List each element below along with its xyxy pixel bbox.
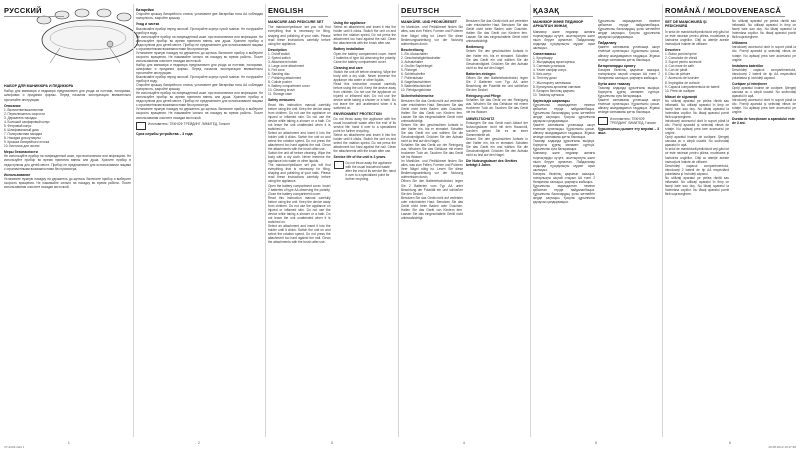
- ru-part: 2. Переключатель скорости: [4, 111, 45, 116]
- de-service-life: Die Nutzungsdauer des Gerätes beträgt 3 Jahre.: [466, 159, 518, 168]
- de-part: 5. Filzkegel: [401, 68, 418, 73]
- ro-safety-more-2: Opriţi aparatul înainte de curăţare. Ştergeţi carcasa cu o cârpă uscată. Nu scufundaţi aparatul în apă.: [665, 135, 729, 148]
- ro-part: 2. Comutator de viteză: [665, 56, 698, 61]
- de-use-title: Bedienung: [466, 45, 484, 50]
- kz-safety-more-4: Батарея бөлігінің қақпағын ашыңыз, полярлықты сақтай отырып АА типті 2 батареяны салыңыз, қақпақты жабыңыз.: [533, 171, 595, 184]
- certification-mark-icon: [136, 122, 146, 130]
- column-divider: [662, 4, 663, 437]
- kazakh-left-column: [533, 19, 595, 204]
- en-part: 7. Polishing attachment: [268, 76, 302, 81]
- kz-service-life: Құрылғының қызмет ету мерзімі – 3 жыл.: [598, 126, 660, 135]
- kz-manufacturer: Изготовитель: ТЕКНОФ ТРЕЙДИНГ ЛИМИТЕД, Гонконг: [610, 116, 657, 125]
- ru-use-title: Использование: [4, 172, 31, 177]
- ru-part: 10. Кисточка для чистки: [4, 144, 40, 149]
- kz-part: 6. Тегістеу дискі: [533, 76, 557, 81]
- kz-care-more: Қажетті саптаманы ұстағышқа шырт еткенше орнатыңыз. Құрылғыны қосып, айналу жылдамдығын таңдаңыз. Жұмыс кезінде саптаманы қатты баспаңыз.: [598, 98, 660, 115]
- ru-manufacturer-block: [136, 122, 263, 130]
- language-header-ro: ROMÂNĂ / MOLDOVENEASCĂ: [665, 6, 785, 17]
- illustration-spacer: [4, 19, 131, 83]
- en-intro: The manicure/pedicure set you will find everything that is necessary for filing, shaping and polishing of your nails. Please read these instructions carefully before using the appliance.: [268, 25, 331, 46]
- ro-part: 8. Împingător de cuticule: [665, 80, 700, 85]
- romanian-two-columns: [665, 19, 796, 196]
- kz-manufacturer-block: [598, 117, 660, 125]
- de-part: 2. Geschwindigkeitsschalter: [401, 55, 441, 60]
- en-part: 11. Storage case: [268, 92, 292, 97]
- kz-part: 7. Жылтырату саптамасы: [533, 80, 571, 85]
- kz-safety-more-2: Тазалар алдында құрылғыны өшіріңіз. Корпусты құрғақ матамен сүртіңіз. Құрылғыны суға батырмаңыз.: [533, 139, 595, 152]
- ru-safety-repeat: Не используйте прибор на поврежденной коже, при воспалениях или инфекциях. Не используйте прибор во время принятия ванны или душа. Храните прибор в недоступном для детей месте. Прибор не предназначен для использования лицами с ограниченными возможностями без присмотра.: [136, 34, 263, 51]
- de-battery-title: Batterien einlegen: [466, 71, 496, 76]
- kz-use-title: Пайдалану: [598, 41, 617, 46]
- ru-desc-title: Описание: [4, 103, 21, 108]
- en-safety-more: Select an attachment and insert it into the holder until it clicks. Switch the unit on and select the rotation speed. Do not press the attachment too hard against the nail. Clean the attachments with the brush after use.: [268, 130, 331, 152]
- en-part: 4. Large cone attachment: [268, 63, 305, 68]
- kz-cont: Құрылғыны зақымдалған немесе қабынған теріде пайдаланбаңыз. Құрылғыны балалардың қолы жетпейтін жерде сақтаңыз. Қосулы құрылғыны қараусыз қалдырмаңыз.: [598, 19, 660, 40]
- de-env-title: UMWELTSCHUTZ: [466, 116, 495, 121]
- ro-care: Opriţi aparatul înainte de curăţare. Ştergeţi carcasa cu o cârpă uscată. Nu scufundaţi aparatul în apă.: [732, 86, 796, 99]
- ru-use-repeat-2: Установите нужную насадку на держатель до щелчка. Включите прибор и выберите скорость вращения. Не нажимайте сильно на насадку во время работы. После использования очистите насадки кисточкой.: [136, 107, 263, 120]
- en-safety: Read this instruction manual carefully before using the unit. Keep the device away from children. Do not use the appliance on injured or inflamed skin. Do not use the device while taking a shower or a bath. Do not leave the unit unattended when it is switched on.: [268, 102, 331, 131]
- page-number: 1: [68, 441, 70, 445]
- ru-care: Выключайте прибор перед чисткой. Протирайте корпус сухой тканью. Не погружайте прибор в воду.: [136, 26, 263, 35]
- en-part: 3. Attachment holder: [268, 59, 298, 64]
- column-divider: [133, 4, 134, 437]
- column-divider: [398, 4, 399, 437]
- language-header-kz: ҚАЗАҚ: [533, 6, 593, 17]
- page-number: 3: [331, 441, 333, 445]
- de-part: 7. Polieraufsatz: [401, 76, 423, 81]
- page-number: 5: [595, 441, 597, 445]
- ru-safety: Не используйте прибор на поврежденной коже, при воспалениях или инфекциях. Не используйте прибор во время принятия ванны или душа. Храните прибор в недоступном для детей месте. Прибор не предназначен для использования лицами с ограниченными возможностями без присмотра.: [4, 154, 131, 171]
- deutsch-two-columns: [401, 19, 528, 220]
- en-env: Do not throw away the appliance with the usual household waste after the end of its service life; hand it over to a specialized point for further recycling.: [333, 116, 396, 133]
- en-safety-title: Safety measures: [268, 98, 295, 103]
- en-part: 10. Cleaning brush: [268, 88, 295, 93]
- de-part: 6. Schleifscheibe: [401, 72, 426, 77]
- de-care-title: Reinigung und Pflege: [466, 94, 501, 99]
- ro-safety-more-5: Nu utilizaţi aparatul pe pielea rănită sau inflamată. Nu utilizaţi aparatul în timp ce faceţi baie sau duş. Nu lăsaţi aparatul la îndemâna copiilor. Nu lăsaţi aparatul pornit fără supraveghere.: [665, 175, 729, 196]
- column-divider: [265, 4, 266, 437]
- ru-use-repeat: Установите нужную насадку на держатель до щелчка. Включите прибор и выберите скорость вращения. Не нажимайте сильно на насадку во время работы. После использования очистите насадки кисточкой.: [136, 50, 263, 63]
- print-slug-left: VT-2203.indd 1: [4, 445, 25, 449]
- de-part: 3. Aufsatzhalter: [401, 59, 423, 64]
- kz-battery-title: Батареяларды орнату: [598, 63, 636, 68]
- kz-safety-more-5: Құрылғыны зақымдалған немесе қабынған теріде пайдаланбаңыз. Құрылғыны балалардың қолы жетпейтін жерде сақтаңыз. Қосулы құрылғыны қараусыз қалдырмаңыз.: [533, 183, 595, 205]
- de-safety-more-3: Im Maniküre- und Pediküreset finden Sie alles, was zum Feilen, Formen und Polieren Ihrer Nägel nötig ist. Lesen Sie diese Bedienungsanleitung vor der Nutzung aufmerksam durch.: [401, 159, 464, 180]
- en-care: Switch the unit off before cleaning. Wipe the body with a dry cloth. Never immerse the appliance into water or other liquids.: [333, 69, 396, 83]
- ro-safety-more: Introduceţi accesoriul dorit în suport până la clic. Porniţi aparatul şi selectaţi viteza de rotaţie. Nu apăsaţi prea tare accesoriul pe unghie.: [665, 119, 729, 136]
- en-part: 5. Felt cone: [268, 68, 285, 73]
- ro-part: 1. Buton pornire/oprire: [665, 52, 697, 57]
- ru-part: 6. Шлифовальный диск: [4, 127, 39, 132]
- kz-battery: Батарея бөлігінің қақпағын ашыңыз, полярлықты сақтай отырып АА типті 2 батареяны салыңыз, қақпақты жабыңыз.: [598, 67, 660, 80]
- de-part: 8. Nagelhautschieber: [401, 80, 432, 85]
- en-desc-title: Description: [268, 47, 287, 52]
- ru-intro-repeat: Набор для маникюра и педикюра предназначен для ухода за ногтями, полировки, шлифовки и придания формы. Перед началом эксплуатации внимательно прочитайте инструкцию.: [136, 62, 263, 76]
- romanian-left-column: [665, 19, 729, 196]
- en-part: 2. Speed switch: [268, 55, 291, 60]
- language-header-de: DEUTSCH: [401, 6, 461, 17]
- ru-part: 8. Насадка для кутикулы: [4, 136, 41, 141]
- ro-cont: Nu utilizaţi aparatul pe pielea rănită sau inflamată. Nu utilizaţi aparatul în timp ce faceţi baie sau duş. Nu lăsaţi aparatul la îndemâna copiilor. Nu lăsaţi aparatul pornit fără supraveghere.: [732, 19, 796, 40]
- ro-part: 3. Suport pentru accesorii: [665, 60, 702, 65]
- en-safety-more-6: Select an attachment and insert it into the holder until it clicks. Switch the unit on and select the rotation speed. Do not press the attachment too hard against the nail. Clean the attachments with the brush after use.: [268, 223, 331, 245]
- kz-part: 10. Тазалау щеткасы: [533, 92, 565, 97]
- kz-desc-title: Сипаттамасы: [533, 52, 556, 57]
- ro-safety-more-4: Deschideţi capacul compartimentului, introduceţi 2 baterii de tip AA respectând polaritatea şi închideţi capacul.: [665, 163, 729, 176]
- kz-part: 5. Киіз конус: [533, 72, 552, 77]
- kz-safety-title: Қауіпсіздік шаралары: [533, 98, 570, 103]
- kz-use: Қажетті саптаманы ұстағышқа шырт еткенше орнатыңыз. Құрылғыны қосып, айналу жылдамдығын таңдаңыз. Жұмыс кезінде саптаманы қатты баспаңыз.: [598, 45, 660, 62]
- de-part: 10. Reinigungsbürste: [401, 88, 432, 93]
- en-battery-title: Battery installation: [333, 47, 365, 52]
- language-header-ru: РУССКИЙ: [4, 6, 64, 17]
- de-part: 4. Großer Saphirkegel: [401, 63, 433, 68]
- kz-care-title: Күтім және тазалау: [598, 81, 631, 86]
- en-env-title: ENVIRONMENT PROTECTION: [333, 112, 382, 117]
- kz-safety-more: Қажетті саптаманы ұстағышқа шырт еткенше орнатыңыз. Құрылғыны қосып, айналу жылдамдығын таңдаңыз. Жұмыс кезінде саптаманы қатты баспаңыз.: [533, 123, 595, 140]
- print-slug-right: 26.08.2013 16:47:28: [768, 445, 796, 449]
- en-use-title: Using the appliance: [333, 21, 366, 25]
- en-service-life: Service life of the unit is 3 years.: [333, 155, 387, 160]
- column-romanian: [665, 6, 796, 438]
- de-safety: Benutzen Sie das Gerät nicht auf verletzter oder entzündeter Haut. Benutzen Sie das Gerät nicht beim Baden oder Duschen. Halten Sie das Gerät von Kindern fern. Lassen Sie das eingeschaltete Gerät nicht unbeaufsichtigt.: [401, 98, 463, 123]
- ro-battery-title: Instalarea bateriilor: [732, 63, 764, 68]
- ro-part: 10. Perie de curăţare: [665, 88, 695, 93]
- kz-title: МАНИКЮР ЖӘНЕ ПЕДИКЮР АРНАЛҒАН ЖИНАҚ: [533, 20, 584, 29]
- en-safety-more-5: Read this instruction manual carefully before using the unit. Keep the device away from children. Do not use the appliance on injured or inflamed skin. Do not use the device while taking a shower or a bath. Do not leave the unit unattended when it is switched on.: [268, 195, 331, 224]
- ro-part: 9. Capacul compartimentului de baterii: [665, 84, 720, 89]
- de-desc-title: Beschreibung: [401, 47, 424, 52]
- romanian-right-column: [732, 19, 796, 196]
- en-title: MANICURE AND PEDICURE SET: [268, 20, 324, 24]
- en-directive-block: [334, 161, 397, 181]
- kz-safety: Құрылғыны зақымдалған немесе қабынған теріде пайдаланбаңыз. Құрылғыны балалардың қолы жетпейтін жерде сақтаңыз. Қосулы құрылғыны қараусыз қалдырмаңыз.: [533, 102, 595, 124]
- page-number: 6: [729, 441, 731, 445]
- ru-part: 4. Большой сапфировый конус: [4, 119, 50, 124]
- ru-battery-repeat: Откройте крышку батарейного отсека, установите две батарейки типа АА соблюдая полярность, закройте крышку.: [136, 83, 263, 92]
- ro-safety-title: Măsuri de siguranţă: [665, 94, 698, 99]
- page-number: 2: [198, 441, 200, 445]
- ro-care-more: Introduceţi accesoriul dorit în suport până la clic. Porniţi aparatul şi selectaţi viteza de rotaţie. Nu apăsaţi prea tare accesoriul pe unghie.: [732, 98, 796, 115]
- ro-care-title: Curăţare şi întreţinere: [732, 81, 768, 86]
- en-safety-more-3: The manicure/pedicure set you will find everything that is necessary for filing, shaping and polishing of your nails. Please read these instructions carefully before using the appliance.: [268, 163, 331, 184]
- column-kazakh: [533, 6, 660, 438]
- page-number: 4: [463, 441, 465, 445]
- ro-use: Introduceţi accesoriul dorit în suport până la clic. Porniţi aparatul şi selectaţi viteza de rotaţie. Nu apăsaţi prea tare accesoriul pe unghie.: [732, 45, 796, 62]
- de-env: Entsorgen Sie das Gerät nach Ablauf der Nutzungsdauer nicht mit dem Hausmüll, sondern geben Sie es an einer Sammelstelle ab.: [466, 120, 528, 137]
- ro-desc-title: Descriere: [665, 48, 681, 52]
- kz-part: 2. Жылдамдық ауыстырғыш: [533, 60, 575, 65]
- ro-intro: În setul de manichiură/pedichiură veţi găsi tot ce este necesar pentru pilirea, modelarea şi lustruirea unghiilor. Citiţi cu atenţie aceste instrucţiuni înainte de utilizare.: [665, 29, 729, 46]
- ru-title: НАБОР ДЛЯ МАНИКЮРА И ПЕДИКЮРА: [4, 84, 74, 88]
- ce-mark-icon: [334, 161, 344, 169]
- kz-part: 3. Саптама ұстағышы: [533, 64, 566, 69]
- column-english: [268, 6, 396, 438]
- ro-battery: Deschideţi capacul compartimentului, introduceţi 2 baterii de tip AA respectând polaritatea şi închideţi capacul.: [732, 67, 796, 80]
- ro-safety: Nu utilizaţi aparatul pe pielea rănită sau inflamată. Nu utilizaţi aparatul în timp ce faceţi baie sau duş. Nu lăsaţi aparatul la îndemâna copiilor. Nu lăsaţi aparatul pornit fără supraveghere.: [665, 98, 729, 120]
- ro-safety-more-3: În setul de manichiură/pedichiură veţi găsi tot ce este necesar pentru pilirea, modelarea şi lustruirea unghiilor. Citiţi cu atenţie aceste instrucţiuni înainte de utilizare.: [665, 147, 729, 164]
- kz-safety-more-3: Маникюр және педикюр жинағы тырнақтарды күтуге, жылтыратуға және пішін беруге арналған. Пайдаланар алдында нұсқаулықты мұқият оқып шығыңыз.: [533, 151, 595, 172]
- de-safety-more-4: Öffnen Sie den Batteriefachdeckel, legen Sie 2 Batterien vom Typ AA unter Beachtung der Polarität ein und schließen Sie den Deckel.: [401, 179, 463, 196]
- ro-use-title: Utilizarea: [732, 41, 748, 46]
- kz-part: 9. Батарея бөлігінің қақпағы: [533, 88, 575, 93]
- kz-part: 8. Кутикулаға арналған саптама: [533, 84, 581, 89]
- ru-battery-title: Батарейки: [136, 8, 154, 12]
- column-divider: [530, 4, 531, 437]
- en-care-more: Read this instruction manual carefully before using the unit. Keep the device away from children. Do not use the appliance on injured or inflamed skin. Do not use the device while taking a shower or a bath. Do not leave the unit unattended when it is switched on.: [333, 82, 396, 111]
- ru-care-title: Уход и чистка: [136, 22, 160, 27]
- de-safety-title: Sicherheitshinweise: [401, 94, 434, 99]
- ru-care-repeat: Выключайте прибор перед чисткой. Протирайте корпус сухой тканью. Не погружайте прибор в воду.: [136, 75, 263, 84]
- ru-part: 3. Держатель насадок: [4, 115, 37, 120]
- ru-part: 1. Включение/выключение: [4, 107, 44, 112]
- ru-part: 7. Полировочная насадка: [4, 132, 42, 137]
- deutsch-right-column: [466, 19, 528, 220]
- kz-part: 4. Үлкен сапфир конус: [533, 68, 567, 73]
- kazakh-two-columns: [533, 19, 660, 204]
- de-env-more: Setzen Sie den gewünschten Aufsatz in den Halter ein, bis er einrastet. Schalten Sie das Gerät ein und wählen Sie die Geschwindigkeit. Drücken Sie den Aufsatz nicht zu fest auf den Nagel.: [466, 136, 528, 158]
- ro-part: 5. Con de pâslă: [665, 68, 688, 73]
- en-safety-more-4: Open the battery compartment cover. Insert 2 batteries of type AA observing the polarity. Close the battery compartment cover.: [268, 183, 331, 196]
- ru-manufacturer: Изготовитель: ТЕКНОФ ТРЕЙДИНГ ЛИМИТЕД, Гонконг: [148, 121, 230, 126]
- de-use: Setzen Sie den gewünschten Aufsatz in den Halter ein, bis er einrastet. Schalten Sie das Gerät ein und wählen Sie die Geschwindigkeit. Drücken Sie den Aufsatz nicht zu fest auf den Nagel.: [466, 49, 528, 70]
- kz-part: 1. Қосу/өшіру: [533, 56, 553, 61]
- de-battery: Öffnen Sie den Batteriefachdeckel, legen Sie 2 Batterien vom Typ AA unter Beachtung der Polarität ein und schließen Sie den Deckel.: [466, 75, 528, 93]
- english-two-columns: [268, 19, 396, 244]
- ru-part: 9. Крышка батарейного отсека: [4, 140, 50, 145]
- column-russian-continued: [136, 6, 263, 438]
- ro-part: 7. Accesoriu de lustruire: [665, 76, 700, 81]
- en-part: 8. Cuticle pusher: [268, 80, 292, 85]
- de-title: MANIKÜRE- UND PEDIKÜRESET: [401, 20, 457, 24]
- en-part: 9. Battery compartment cover: [268, 84, 310, 89]
- kz-intro: Маникюр және педикюр жинағы тырнақтарды күтуге, жылтыратуға және пішін беруге арналған. Пайдаланар алдында нұсқаулықты мұқият оқып шығыңыз.: [533, 29, 595, 50]
- ru-part: 5. Фетровый конус: [4, 123, 32, 128]
- de-safety-more-2: Schalten Sie das Gerät vor der Reinigung aus. Wischen Sie das Gehäuse mit einem trockenen Tuch ab. Tauchen Sie das Gerät nie ins Wasser.: [401, 143, 463, 160]
- en-part: 6. Sanding disc: [268, 72, 290, 77]
- ro-title: SET DE MANICHIURĂ ŞI PEDICHIURĂ: [665, 20, 707, 29]
- ru-battery: Откройте крышку батарейного отсека, установите две батарейки типа АА соблюдая полярность, закройте крышку.: [136, 12, 263, 21]
- de-care: Schalten Sie das Gerät vor der Reinigung aus. Wischen Sie das Gehäuse mit einem trockenen Tuch ab. Tauchen Sie das Gerät nie ins Wasser.: [466, 98, 528, 115]
- en-care-title: Cleaning and care: [333, 65, 363, 70]
- de-cont: Benutzen Sie das Gerät nicht auf verletzter oder entzündeter Haut. Benutzen Sie das Gerät nicht beim Baden oder Duschen. Halten Sie das Gerät von Kindern fern. Lassen Sie das eingeschaltete Gerät nicht unbeaufsichtigt.: [466, 19, 528, 44]
- column-russian: [4, 6, 131, 438]
- en-part: 1. On/off switch: [268, 51, 290, 56]
- certification-mark-icon: [598, 117, 608, 125]
- en-battery: Open the battery compartment cover. Insert 2 batteries of type AA observing the polarity. Close the battery compartment cover.: [333, 51, 396, 64]
- de-safety-more: Setzen Sie den gewünschten Aufsatz in den Halter ein, bis er einrastet. Schalten Sie das Gerät ein und wählen Sie die Geschwindigkeit. Drücken Sie den Aufsatz nicht zu fest auf den Nagel.: [401, 122, 463, 143]
- de-part: 9. Batteriefachdeckel: [401, 84, 431, 89]
- ro-part: 6. Disc de şlefuire: [665, 72, 691, 77]
- english-right-column: [334, 19, 397, 244]
- ru-safety-repeat-2: Не используйте прибор на поврежденной коже, при воспалениях или инфекциях. Не используйте прибор во время принятия ванны или душа. Храните прибор в недоступном для детей месте. Прибор не предназначен для использования лицами с ограниченными возможностями без присмотра.: [136, 91, 263, 108]
- language-header-en: ENGLISH: [268, 6, 328, 17]
- kazakh-right-column: [598, 19, 660, 204]
- ru-service-life: Срок службы устройства – 3 года: [136, 131, 193, 136]
- english-left-column: [268, 19, 331, 244]
- en-use: Select an attachment and insert it into the holder until it clicks. Switch the unit on and select the rotation speed. Do not press the attachment too hard against the nail. Clean the attachments with the brush after use.: [333, 25, 396, 46]
- kz-care: Тазалар алдында құрылғыны өшіріңіз. Корпусты құрғақ матамен сүртіңіз. Құрылғыны суға батырмаңыз.: [598, 86, 660, 99]
- en-env-more: Select an attachment and insert it into the holder until it clicks. Switch the unit on and select the rotation speed. Do not press the attachment too hard against the nail. Clean the attachments with the brush after use.: [333, 132, 396, 154]
- ro-service-life: Durata de funcţionare a aparatului este de 3 ani.: [732, 116, 795, 125]
- deutsch-left-column: [401, 19, 463, 220]
- ru-use: Установите нужную насадку на держатель до щелчка. Включите прибор и выберите скорость вращения. Не нажимайте сильно на насадку во время работы. После использования очистите насадки кисточкой.: [4, 176, 131, 189]
- en-safety-more-2: Switch the unit off before cleaning. Wipe the body with a dry cloth. Never immerse the appliance into water or other liquids.: [268, 151, 331, 164]
- ru-safety-title: Меры безопасности: [4, 150, 38, 155]
- de-safety-more-5: Benutzen Sie das Gerät nicht auf verletzter oder entzündeter Haut. Benutzen Sie das Gerät nicht beim Baden oder Duschen. Halten Sie das Gerät von Kindern fern. Lassen Sie das eingeschaltete Gerät nicht unbeaufsichtigt.: [401, 195, 463, 220]
- ru-intro: Набор для маникюра и педикюра предназначен для ухода за ногтями, полировки, шлифовки и придания формы. Перед началом эксплуатации внимательно прочитайте инструкцию.: [4, 89, 131, 102]
- column-deutsch: [401, 6, 528, 438]
- de-part: 1. Ein-/Ausschalter: [401, 51, 428, 56]
- de-intro: Im Maniküre- und Pediküreset finden Sie alles, was zum Feilen, Formen und Polieren Ihrer Nägel nötig ist. Lesen Sie diese Bedienungsanleitung vor der Nutzung aufmerksam durch.: [401, 25, 464, 46]
- en-env-note: Do not throw away the appliance with the usual household waste after the end of its service life; hand it over to a specialized point for further recycling.: [345, 161, 396, 182]
- ro-part: 4. Con mare de safir: [665, 64, 694, 69]
